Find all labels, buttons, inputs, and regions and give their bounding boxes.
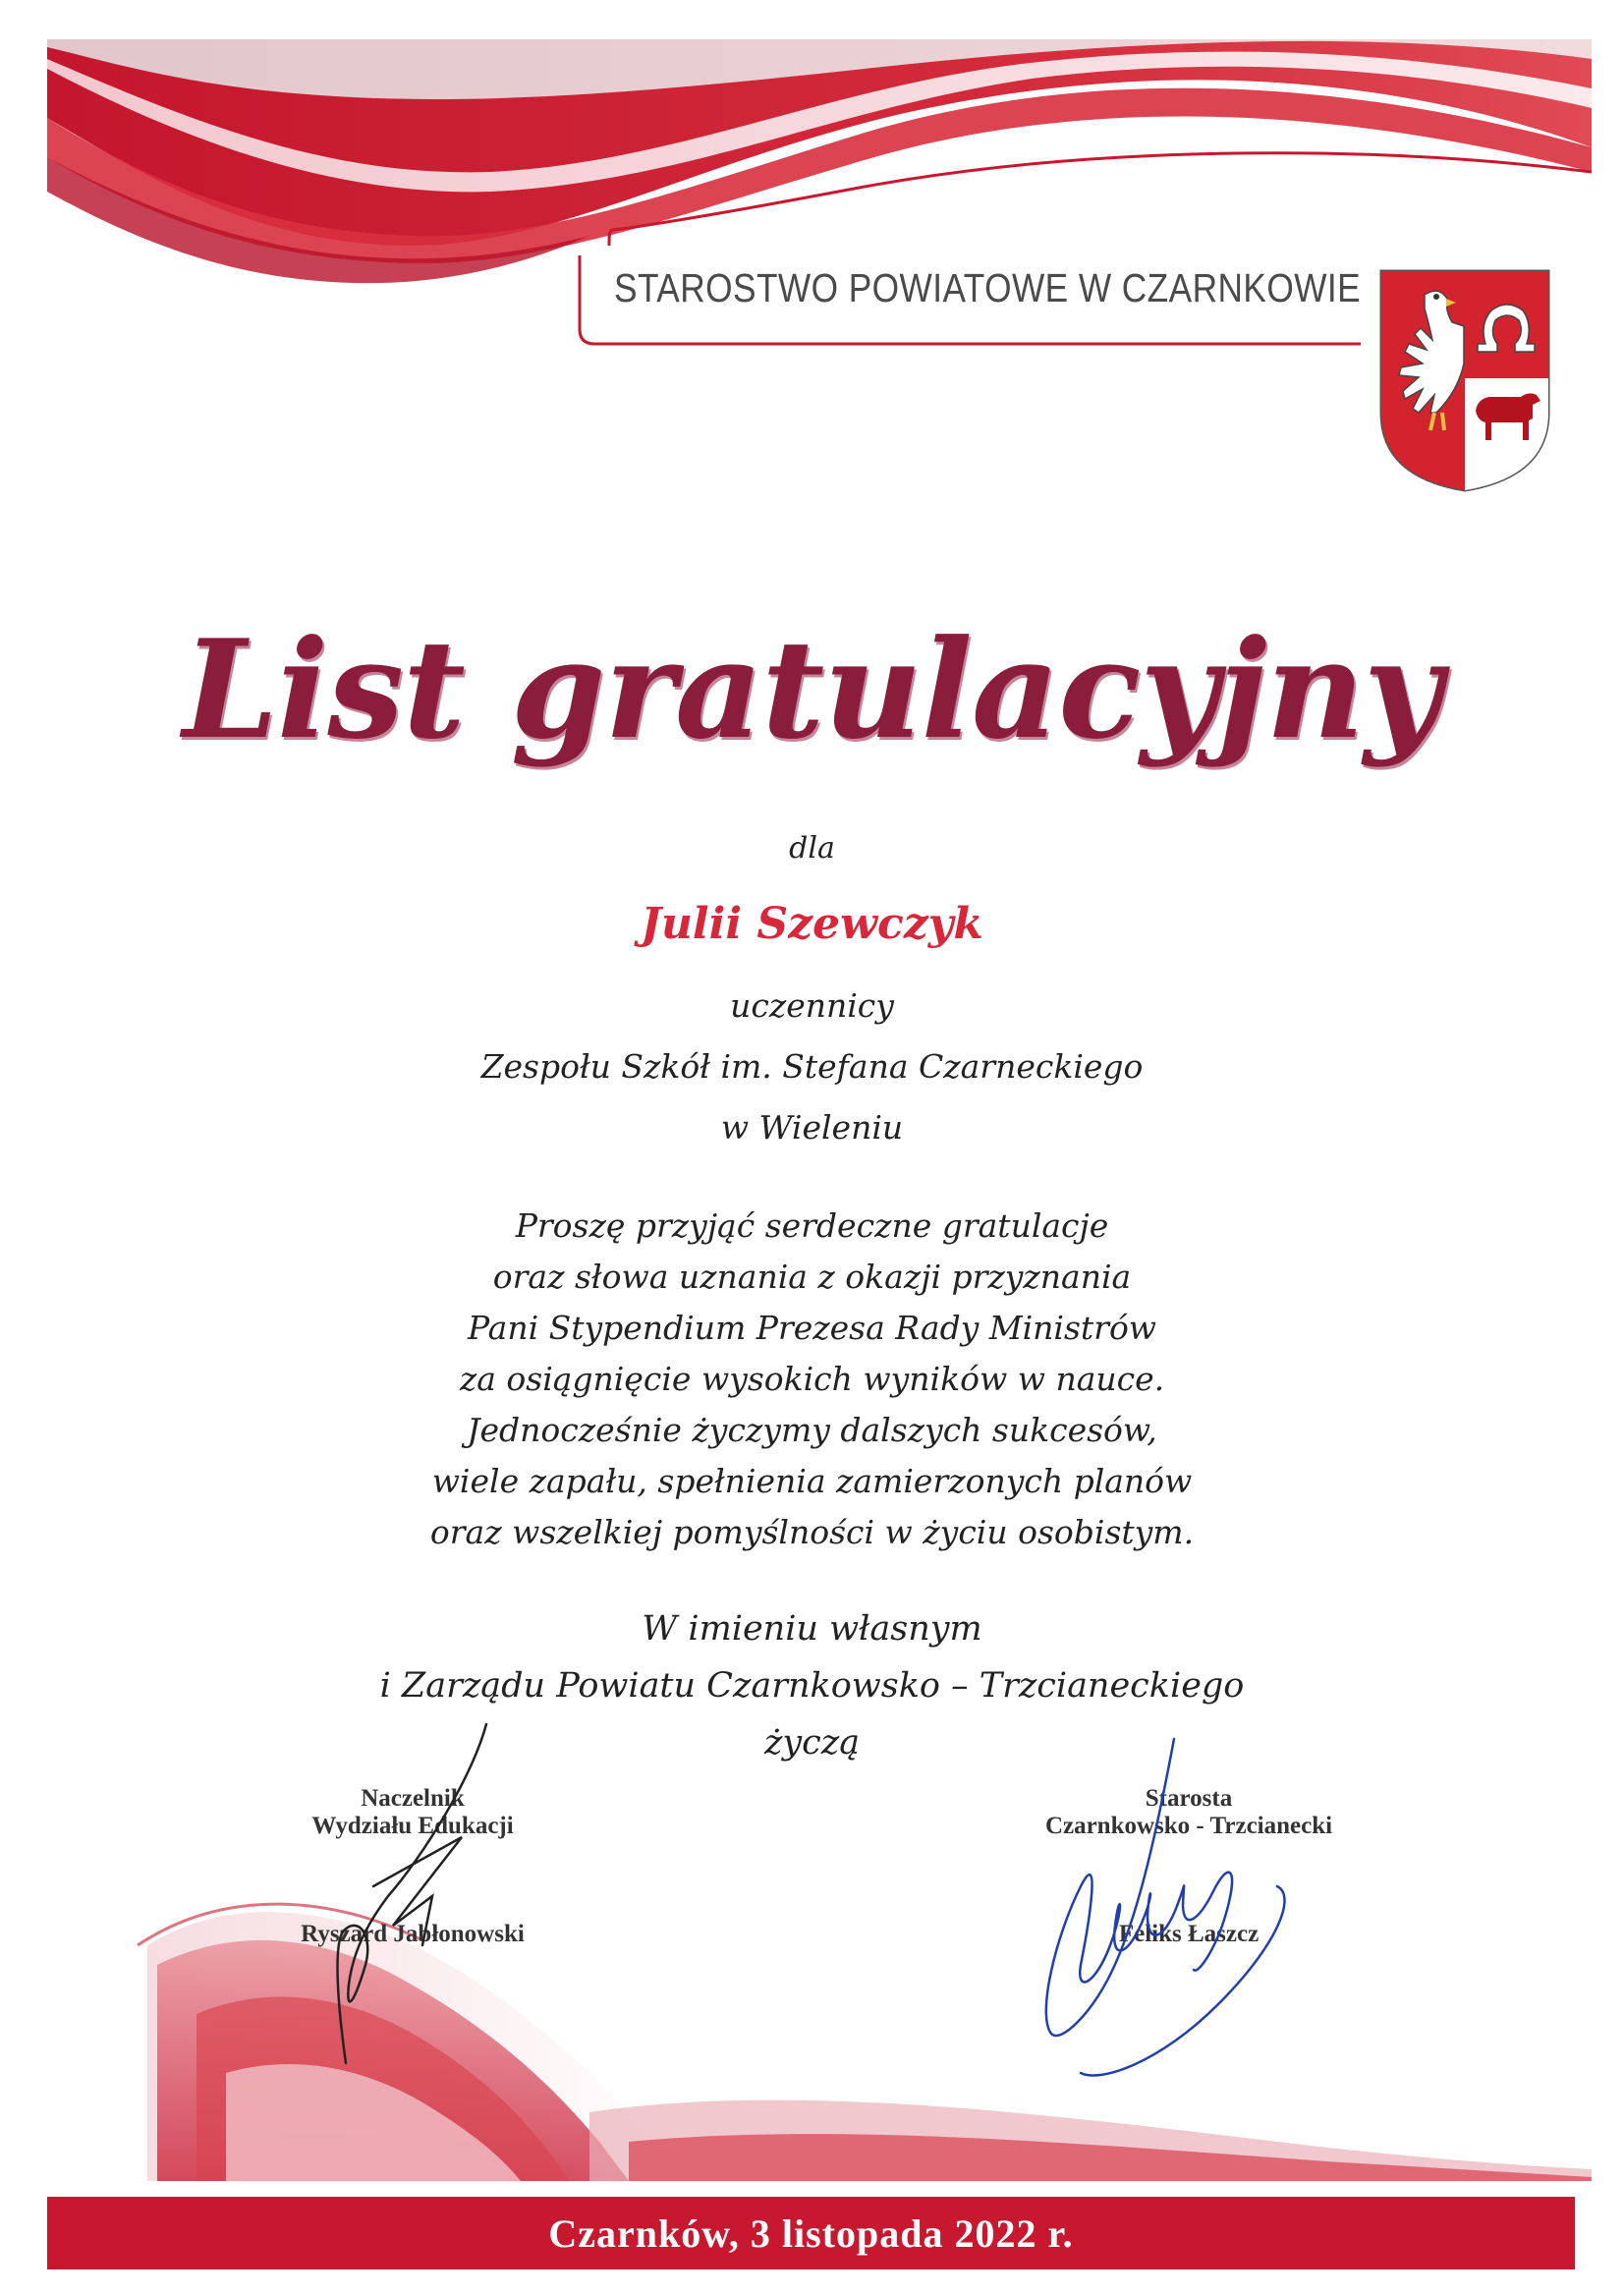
- body-line: za osiągnięcie wysokich wyników w nauce.: [459, 1360, 1165, 1398]
- body-line: Proszę przyjąć serdeczne gratulacje: [515, 1206, 1109, 1245]
- right-signature-icon: [1046, 1739, 1285, 2075]
- left-signatory-name: Ryszard Jabłonowski: [301, 1921, 525, 1947]
- place-and-date: Czarnków, 3 listopada 2022 r.: [548, 2211, 1074, 2256]
- office-name: STAROSTWO POWIATOWE W CZARNKOWIE: [614, 265, 1362, 310]
- closing-line: życzą: [763, 1723, 861, 1763]
- closing-line: i Zarządu Powiatu Czarnkowsko – Trzcianeckiego: [379, 1666, 1245, 1706]
- footer-bar: [47, 2197, 1575, 2269]
- body-line: Jednocześnie życzymy dalszych sukcesów,: [467, 1411, 1157, 1449]
- closing-line: W imieniu własnym: [642, 1609, 982, 1649]
- role-line: Zespołu Szkół im. Stefana Czarneckiego: [480, 1047, 1144, 1086]
- right-signatory-title-line2: Czarnkowsko - Trzcianecki: [1044, 1813, 1333, 1839]
- certificate-title: List gratulacyjny: [182, 609, 1442, 769]
- for-label: dla: [789, 831, 835, 866]
- left-signature-icon: [338, 1724, 486, 2063]
- role-line: uczennicy: [730, 986, 894, 1025]
- right-signatory-name: Feliks Łaszcz: [1118, 1921, 1260, 1947]
- handwritten-signatures: [0, 1719, 1624, 2093]
- body-line: oraz słowa uznania z okazji przyznania: [492, 1258, 1132, 1296]
- role-line: w Wieleniu: [720, 1108, 904, 1147]
- left-signatory-title-line1: Naczelnik: [361, 1785, 465, 1812]
- body-line: Pani Stypendium Prezesa Rady Ministrów: [467, 1309, 1157, 1347]
- recipient-name: Julii Szewczyk: [641, 899, 983, 949]
- left-signatory-title-line2: Wydziału Edukacji: [311, 1813, 514, 1839]
- coat-of-arms-icon: [1375, 265, 1554, 496]
- right-signatory-title-line1: Starosta: [1145, 1785, 1233, 1812]
- body-line: wiele zapału, spełnienia zamierzonych planów: [431, 1462, 1193, 1500]
- body-line: oraz wszelkiej pomyślności w życiu osobistym.: [429, 1513, 1195, 1551]
